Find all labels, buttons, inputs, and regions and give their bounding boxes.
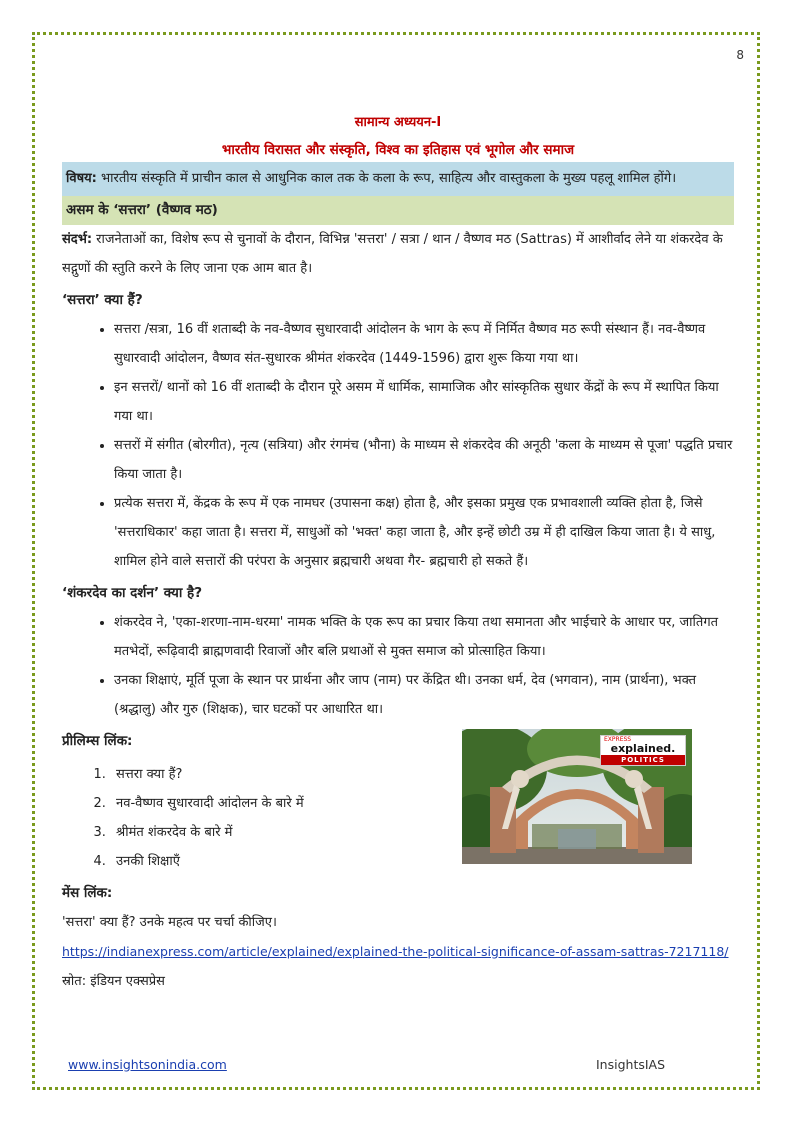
context-label: संदर्भ: — [62, 232, 93, 247]
mains-title: मेंस लिंक: — [62, 885, 113, 901]
context-text: राजनेताओं का, विशेष रूप से चुनावों के दौरान, विभिन्न 'सत्तरा' / सत्रा / थान / वैष्णव मठ (Sattras) में आशीर्वाद लेने या शंकरदेव के सद्गुणों की स्तुति करने के लिए जाना एक आम बात है। — [62, 232, 723, 276]
footer-website-link[interactable]: www.insightsonindia.com — [68, 1057, 227, 1072]
topic-text: भारतीय संस्कृति में प्राचीन काल से आधुनिक काल तक के कला के रूप, साहित्य और वास्तुकला के मुख्य पहलू शामिल होंगे। — [96, 171, 677, 186]
prelims-section — [62, 727, 734, 876]
list-item: 3. श्रीमंत शंकरदेव के बारे में — [110, 818, 734, 847]
paper-subtitle: भारतीय विरासत और संस्कृति, विश्व का इतिहास एवं भूगोल और समाज — [221, 142, 575, 158]
section2-list — [62, 608, 734, 724]
badge-brand: explained. — [610, 742, 676, 755]
list-item: 1. सत्तरा क्या हैं? — [110, 760, 734, 789]
list-item: 4. उनकी शिक्षाएँ — [110, 847, 734, 876]
topic-label: विषय: — [66, 171, 97, 186]
section1-list — [62, 315, 734, 576]
source-text: स्रोत: इंडियन एक्सप्रेस — [62, 974, 165, 989]
sattra-gate-photo — [462, 729, 692, 864]
prelims-title: प्रीलिम्स लिंक: — [62, 733, 133, 749]
paper-title: सामान्य अध्ययन-I — [354, 115, 442, 130]
mains-question: 'सत्तरा' क्या हैं? उनके महत्व पर चर्चा कीजिए। — [62, 915, 277, 930]
section1-title: ‘सत्तरा’ क्या हैं? — [62, 292, 143, 308]
footer-brand: InsightsIAS — [596, 1057, 666, 1072]
badge-express: EXPRESS — [604, 736, 632, 743]
page-number: 8 — [736, 48, 744, 62]
explained-badge — [600, 735, 686, 766]
article — [62, 112, 734, 996]
list-item: • प्रत्येक सत्तरा में, केंद्रक के रूप में एक नामघर (उपासना कक्ष) होता है, और इसका प्रमुख एक प्रभावशाली व्यक्ति होता है, जिसे 'सत्तराधिकार' कहा जाता है। सत्तरा में, साधुओं को 'भक्त' कहा जाता है, और इन्हें छोटी उम्र में ही दाखिल किया जाता है। ये साधु, शामिल होने वाले सत्तारों की परंपरा के अनुसार ब्रह्मचारी अथवा गैर- ब्रह्मचारी हो सकते हैं। — [114, 489, 734, 576]
badge-tag: POLITICS — [601, 755, 685, 765]
source-link[interactable]: https://indianexpress.com/article/explained/explained-the-political-significance-of-assam-sattras-7217118/ — [62, 944, 729, 959]
list-item: • सत्तरा /सत्रा, 16 वीं शताब्दी के नव-वैष्णव सुधारवादी आंदोलन के भाग के रूप में निर्मित वैष्णव मठ रूपी संस्थान हैं। नव-वैष्णव सुधारवादी आंदोलन, वैष्णव संत-सुधारक श्रीमंत शंकरदेव (1449-1596) द्वारा शुरू किया गया था। — [114, 315, 734, 373]
list-item: • इन सत्तरों/ थानों को 16 वीं शताब्दी के दौरान पूरे असम में धार्मिक, सामाजिक और सांस्कृतिक सुधार केंद्रों के रूप में स्थापित किया गया था। — [114, 373, 734, 431]
list-item: • उनका शिक्षाएं, मूर्ति पूजा के स्थान पर प्रार्थना और जाप (नाम) पर केंद्रित थी। उनका धर्म, देव (भगवान), नाम (प्रार्थना), भक्त (श्रद्धालु) और गुरु (शिक्षक), चार घटकों पर आधारित था। — [114, 666, 734, 724]
list-item: • सत्तरों में संगीत (बोरगीत), नृत्य (सत्रिया) और रंगमंच (भौना) के माध्यम से शंकरदेव की अनूठी 'कला के माध्यम से पूजा' पद्धति प्रचार किया जाता है। — [114, 431, 734, 489]
section2-title: ‘शंकरदेव का दर्शन’ क्या है? — [62, 585, 203, 601]
article-heading: असम के ‘सत्तरा’ (वैष्णव मठ) — [62, 196, 734, 225]
list-item: 2. नव-वैष्णव सुधारवादी आंदोलन के बारे में — [110, 789, 734, 818]
list-item: • शंकरदेव ने, 'एका-शरणा-नाम-धरमा' नामक भक्ति के एक रूप का प्रचार किया तथा समानता और भाईचारे के आधार पर, जातिगत मतभेदों, रूढ़िवादी ब्राह्मणवादी रिवाजों और बलि प्रथाओं से मुक्त समाज को प्रोत्साहित किया। — [114, 608, 734, 666]
topic-box — [62, 162, 734, 196]
context-paragraph — [62, 225, 734, 283]
